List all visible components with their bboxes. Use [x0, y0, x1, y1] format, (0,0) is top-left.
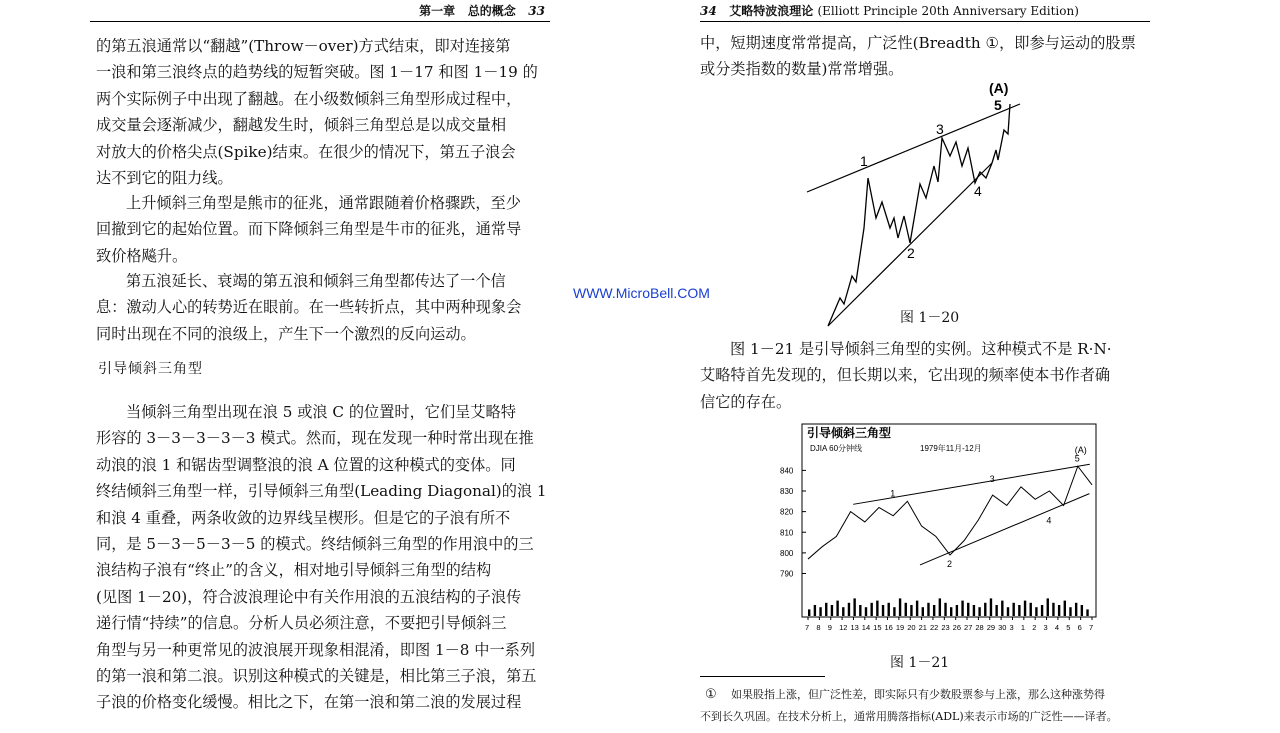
x-tick-label: 27: [964, 623, 973, 632]
book-title: 艾略特波浪理论: [729, 4, 814, 18]
x-tick-label: 14: [861, 623, 871, 632]
footnote-rule: [700, 676, 825, 677]
volume-bar: [848, 603, 850, 616]
volume-bar: [961, 601, 963, 616]
paragraph: [96, 399, 546, 716]
text-line: 形容的 3－3－3－3－3 模式。然而，现在发现一种时常出现在推: [96, 429, 534, 448]
volume-bar: [842, 607, 844, 616]
text-line: 一浪和第三浪终点的趋势线的短暂突破。图 1－17 和图 1－19 的: [96, 63, 538, 82]
volume-bar: [1052, 603, 1054, 616]
page-number: 34: [700, 4, 717, 18]
text-line: 的第五浪通常以“翻越”(Throw－over)方式结束，即对连接第: [96, 37, 511, 55]
wave-label: (A): [1074, 445, 1087, 455]
x-tick-label: 23: [941, 623, 950, 632]
x-tick-label: 7: [1089, 623, 1094, 632]
volume-bar: [995, 605, 997, 616]
volume-bar: [933, 605, 935, 616]
x-tick-label: 29: [986, 623, 996, 632]
text-line: 终结倾斜三角型一样，引导倾斜三角型(Leading Diagonal)的浪 1: [96, 482, 547, 501]
text-line: 上升倾斜三角型是熊市的征兆，通常跟随着价格骤跌，至少: [126, 194, 521, 212]
volume-bar: [865, 607, 867, 616]
x-tick-label: 8: [816, 623, 821, 632]
x-tick-label: 28: [975, 623, 984, 632]
text-line: 图 1－21 是引导倾斜三角型的实例。这种模式不是 R·N·: [730, 340, 1112, 358]
chart-date-range: 1979年11月-12月: [920, 444, 982, 453]
volume-bar: [990, 598, 992, 616]
wave-label: 1: [890, 488, 896, 499]
y-tick-label: 790: [780, 569, 794, 579]
y-tick-label: 800: [780, 548, 794, 558]
x-tick-label: 6: [1077, 623, 1082, 632]
volume-bar: [859, 605, 861, 616]
x-tick-label: 16: [884, 623, 893, 632]
x-tick-label: 2: [1032, 623, 1037, 632]
header-rule: [700, 21, 1150, 22]
text-line: 达不到它的阻力线。: [96, 169, 233, 188]
text-line: 子浪的价格变化缓慢。相比之下，在第一浪和第二浪的发展过程: [96, 693, 522, 712]
page-number: 33: [528, 4, 545, 18]
text-line: 息：激动人心的转势近在眼前。在一些转折点，其中两种现象会: [96, 298, 522, 317]
volume-bar: [1086, 609, 1088, 616]
y-tick-label: 830: [780, 487, 794, 496]
volume-bar: [1018, 605, 1020, 616]
wave-label: 4: [974, 183, 982, 199]
x-tick-label: 26: [952, 623, 962, 632]
volume-bar: [1058, 605, 1060, 616]
volume-bar: [1081, 605, 1083, 616]
right-page-header: [700, 2, 1079, 19]
x-tick-label: 1: [1020, 623, 1026, 632]
x-tick-label: 15: [873, 623, 882, 632]
volume-bar: [922, 607, 924, 616]
volume-bar: [870, 603, 872, 616]
y-tick-label: 820: [780, 507, 794, 517]
volume-bar: [973, 605, 975, 616]
text-line: 的第一浪和第二浪。识别这种模式的关键是，相比第三子浪，第五: [96, 667, 537, 686]
volume-bar: [876, 601, 878, 616]
paragraph: [700, 30, 1150, 83]
volume-bar: [831, 605, 833, 616]
footnote-line: 不到长久巩固。在技术分析上，通常用腾落指标(ADL)来表示市场的广泛性——译者。: [700, 710, 1118, 723]
text-line: 同时出现在不同的浪级上，产生下一个激烈的反向运动。: [96, 324, 476, 343]
paragraph: [700, 336, 1150, 415]
wave-label: 3: [989, 473, 995, 484]
wave-label: 1: [860, 153, 868, 169]
volume-bar: [1069, 607, 1071, 616]
text-line: 艾略特首先发现的，但长期以来，它出现的频率使本书作者确: [700, 366, 1111, 385]
chapter-title: 总的概念: [467, 4, 516, 18]
volume-bar: [814, 605, 816, 616]
upper-trendline: [853, 464, 1090, 504]
x-tick-label: 7: [805, 623, 810, 632]
volume-bar: [882, 605, 884, 616]
volume-bar: [939, 598, 941, 616]
text-line: 成交量会逐渐减少，翻越发生时，倾斜三角型总是以成交量相: [96, 116, 507, 135]
x-tick-label: 5: [1066, 623, 1071, 632]
right-page: [700, 0, 1150, 733]
text-line: 回撤到它的起始位置。而下降倾斜三角型是牛市的征兆，通常导: [96, 220, 522, 239]
x-tick-label: 3: [1043, 623, 1048, 632]
book-subtitle: (Elliott Principle 20th Anniversary Edition): [817, 4, 1079, 18]
y-tick-label: 810: [780, 528, 794, 538]
volume-bar: [893, 607, 895, 616]
wave-label: 2: [907, 245, 915, 261]
upper-trendline: [807, 104, 1020, 192]
volume-bar: [853, 598, 855, 616]
chapter-label: 第一章: [419, 4, 456, 18]
volume-bar: [1030, 603, 1032, 616]
price-line: [808, 466, 1092, 559]
volume-bar: [1064, 601, 1066, 616]
figure-1-21-chart: [780, 420, 1100, 635]
figure-caption: 图 1－21: [890, 655, 950, 671]
volume-bar: [910, 605, 912, 616]
volume-bar: [1001, 601, 1003, 616]
paragraph: [96, 33, 546, 191]
x-tick-label: 13: [850, 623, 859, 632]
volume-bar: [808, 609, 810, 616]
wave-label: 4: [1046, 515, 1052, 526]
volume-bar: [836, 601, 838, 616]
x-tick-label: 12: [839, 623, 848, 632]
chart-subtitle: DJIA 60分钟线: [810, 444, 863, 453]
y-tick-label: 840: [780, 466, 794, 476]
text-line: 和浪 4 重叠，两条收敛的边界线呈楔形。但是它的子浪有所不: [96, 508, 511, 527]
volume-bar: [825, 603, 827, 616]
volume-bar: [944, 603, 946, 616]
text-line: 第五浪延长、衰竭的第五浪和倾斜三角型都传达了一个信: [126, 272, 506, 290]
text-line: 当倾斜三角型出现在浪 5 或浪 C 的位置时，它们呈艾略特: [126, 403, 516, 421]
wave-degree-label: (A): [989, 80, 1009, 96]
section-subheading: 引导倾斜三角型: [98, 361, 203, 377]
text-line: 同，是 5－3－5－3－5 的模式。终结倾斜三角型的作用浪中的三: [96, 535, 534, 554]
text-line: 动浪的浪 1 和锯齿型调整浪的浪 A 位置的这种模式的变体。同: [96, 455, 516, 474]
left-page-header: [419, 2, 545, 19]
footnote: [700, 706, 1118, 728]
x-tick-label: 3: [1009, 623, 1014, 632]
x-tick-label: 9: [827, 623, 832, 632]
text-line: 对放大的价格尖点(Spike)结束。在很少的情况下，第五子浪会: [96, 142, 516, 161]
footnote-marker: ①: [705, 687, 717, 702]
text-line: 致价格飚升。: [96, 246, 188, 265]
wave-path: [828, 104, 1010, 326]
volume-bar: [1024, 601, 1026, 616]
left-page: [90, 0, 555, 733]
volume-bar: [978, 607, 980, 616]
text-line: 或分类指数的数量)常常增强。: [700, 60, 904, 79]
wave-label: 5: [994, 97, 1002, 113]
text-line: 角型与另一种更常见的波浪展开现象相混淆，即图 1－8 中一系列: [96, 640, 536, 659]
x-tick-label: 19: [895, 623, 905, 632]
wave-label: 3: [936, 121, 944, 137]
watermark-link[interactable]: WWW.MicroBell.COM: [573, 285, 710, 301]
chart-title: 引导倾斜三角型: [807, 426, 892, 440]
x-tick-label: 30: [998, 623, 1007, 632]
volume-bar: [950, 607, 952, 616]
volume-bar: [1041, 605, 1043, 616]
volume-bar: [1012, 603, 1014, 616]
volume-bar: [956, 605, 958, 616]
volume-bar: [967, 603, 969, 616]
x-tick-label: 21: [918, 623, 927, 632]
text-line: (见图 1－20)，符合波浪理论中有关作用浪的五浪结构的子浪传: [96, 587, 522, 606]
x-tick-label: 20: [907, 623, 916, 632]
figure-1-20-diagram: [800, 78, 1030, 330]
volume-bar: [888, 603, 890, 616]
text-line: 中，短期速度常常提高，广泛性(Breadth ①，即参与运动的股票: [700, 34, 1136, 52]
volume-bar: [927, 603, 929, 616]
volume-bar: [1075, 603, 1077, 616]
paragraph: [96, 190, 546, 269]
wave-label: 2: [947, 558, 953, 569]
volume-bar: [905, 603, 907, 616]
volume-bar: [1035, 607, 1037, 616]
volume-bar: [819, 607, 821, 616]
volume-bar: [1007, 607, 1009, 616]
paragraph: [96, 268, 546, 347]
footnote: [705, 684, 1105, 706]
volume-bar: [916, 601, 918, 616]
figure-caption: 图 1－20: [900, 310, 960, 326]
header-rule: [90, 21, 550, 22]
x-tick-label: 22: [929, 623, 939, 632]
footnote-line: 如果股指上涨，但广泛性差，即实际只有少数股票参与上涨，那么这种涨势得: [731, 688, 1105, 701]
volume-bar: [984, 603, 986, 616]
x-tick-label: 4: [1054, 623, 1060, 632]
wave-label: 5: [1074, 453, 1080, 464]
volume-bar: [899, 598, 901, 616]
text-line: 浪结构子浪有“终止”的含义，相对地引导倾斜三角型的结构: [96, 561, 492, 580]
text-line: 两个实际例子中出现了翻越。在小级数倾斜三角型形成过程中，: [96, 89, 522, 108]
volume-bar: [1047, 598, 1049, 616]
text-line: 信它的存在。: [700, 392, 792, 411]
text-line: 递行情“持续”的信息。分析人员必须注意，不要把引导倾斜三: [96, 614, 507, 633]
